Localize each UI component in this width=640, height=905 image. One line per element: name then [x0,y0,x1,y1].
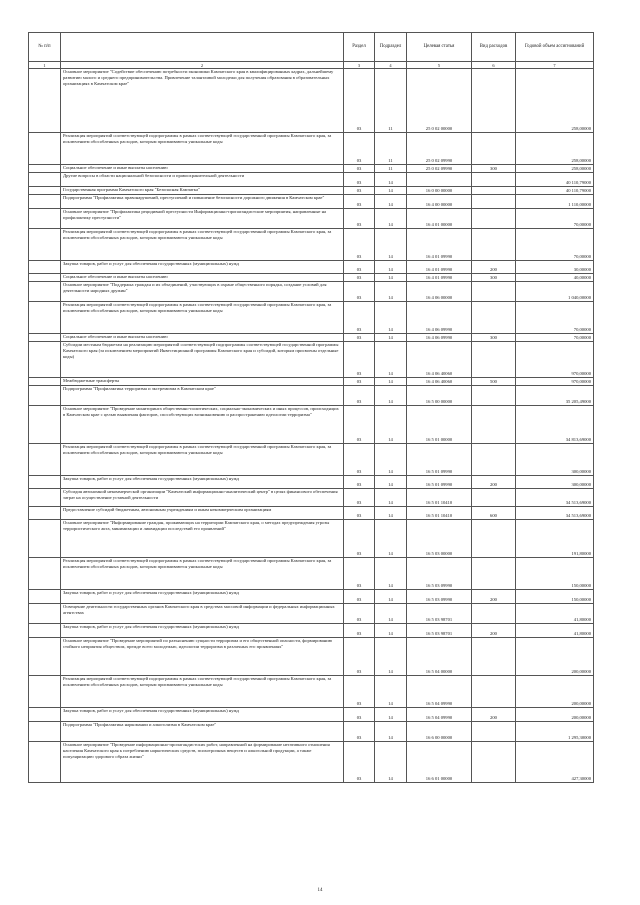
row-number-cell [29,195,61,209]
row-number-cell [29,378,61,386]
row-name-cell: Подпрограмма "Профилактика правонарушений, преступлений и повышение безопасности дорожного движения в Камчатском крае" [61,195,344,209]
row-subsection-cell: 14 [375,209,407,229]
row-number-cell [29,173,61,187]
row-name-cell: Реализация мероприятий соответствующей подпрограммы в рамках соответствующей государственной программы Камчатского края, за исключением обособленных расходов, которым присваиваются уникальные коды [61,558,344,590]
row-section-cell: 03 [344,520,375,558]
row-target-cell: 16 0 00 00000 [407,187,472,195]
row-name-cell: Межбюджетные трансферты [61,378,344,386]
row-section-cell: 03 [344,558,375,590]
row-target-cell: 16 4 00 00000 [407,195,472,209]
column-number: 7 [516,62,594,69]
row-target-cell: 16 4 06 00000 [407,282,472,302]
row-section-cell: 03 [344,489,375,507]
row-name-cell: Закупка товаров, работ и услуг для обеспечения государственных (муниципальных) нужд [61,624,344,638]
row-section-cell: 03 [344,274,375,282]
table-row [29,590,594,604]
row-number-cell [29,708,61,722]
row-kind-cell: 300 [472,165,516,173]
table-row [29,187,594,195]
table-row [29,334,594,342]
row-amount-cell: 258,00000 [516,133,594,165]
row-name-cell: Закупка товаров, работ и услуг для обеспечения государственных (муниципальных) нужд [61,476,344,489]
row-number-cell [29,444,61,476]
row-number-cell [29,624,61,638]
row-target-cell: 16 4 06 40060 [407,342,472,378]
column-number: 1 [29,62,61,69]
row-kind-cell [472,520,516,558]
header-cell-section: Раздел [344,33,375,62]
row-number-cell [29,342,61,378]
header-cell-subsection: Подраздел [375,33,407,62]
row-amount-cell: 34 813,69000 [516,406,594,444]
row-subsection-cell: 14 [375,604,407,624]
row-section-cell: 03 [344,209,375,229]
row-name-cell: Основное мероприятие "Проведение информационно-пропагандистских работ, направленной на формирование негативного отношения населения Камчатского края к потреблению наркотических средств, психотропных веществ и алкогольной продукции, а также популяризацию здорового образа жизни" [61,742,344,783]
header-cell-kind: Вид расходов [472,33,516,62]
row-target-cell: 25 0 02 09990 [407,133,472,165]
row-section-cell: 03 [344,476,375,489]
row-subsection-cell: 14 [375,195,407,209]
row-number-cell [29,676,61,708]
row-subsection-cell: 11 [375,69,407,133]
row-section-cell: 03 [344,590,375,604]
row-kind-cell [472,195,516,209]
table-row [29,165,594,173]
row-amount-cell: 70,00000 [516,209,594,229]
row-kind-cell [472,722,516,742]
row-target-cell: 16 5 03 09990 [407,590,472,604]
row-subsection-cell: 14 [375,624,407,638]
row-subsection-cell: 14 [375,742,407,783]
row-target-cell: 16 4 06 40060 [407,378,472,386]
row-amount-cell: 200,00000 [516,638,594,676]
row-amount-cell: 427,30000 [516,742,594,783]
row-kind-cell: 200 [472,708,516,722]
row-amount-cell: 1 110,00000 [516,195,594,209]
row-name-cell: Реализация мероприятий соответствующей подпрограммы в рамках соответствующей государственной программы Камчатского края, за исключением обособленных расходов, которым присваиваются уникальные коды [61,676,344,708]
row-number-cell [29,406,61,444]
table-row [29,444,594,476]
table-row [29,604,594,624]
row-target-cell: 16 5 04 09990 [407,676,472,708]
row-subsection-cell: 14 [375,444,407,476]
row-section-cell: 03 [344,708,375,722]
table-row [29,742,594,783]
row-target-cell: 16 5 03 98701 [407,604,472,624]
row-name-cell: Другие вопросы в области национальной безопасности и правоохранительной деятельности [61,173,344,187]
row-amount-cell: 970,00000 [516,342,594,378]
column-number: 2 [61,62,344,69]
row-amount-cell: 300,00000 [516,476,594,489]
row-subsection-cell: 11 [375,133,407,165]
row-subsection-cell: 14 [375,489,407,507]
row-target-cell: 16 5 01 09990 [407,444,472,476]
row-number-cell [29,590,61,604]
row-number-cell [29,386,61,406]
row-amount-cell: 34 513,69000 [516,507,594,520]
row-section-cell: 03 [344,165,375,173]
table-row [29,274,594,282]
table-row [29,302,594,334]
table-row [29,708,594,722]
table-row [29,261,594,274]
row-kind-cell: 200 [472,476,516,489]
row-kind-cell [472,302,516,334]
row-subsection-cell: 14 [375,378,407,386]
row-name-cell: Основное мероприятие "Профилактика рецидивной преступности Информационно-пропагандистские мероприятия, направленные на профилактику преступности" [61,209,344,229]
row-section-cell: 03 [344,229,375,261]
row-number-cell [29,558,61,590]
column-number: 3 [344,62,375,69]
row-name-cell: Освещение деятельности государственных органов Камчатского края в средствах массовой информации и федеральных информационных агентствах [61,604,344,624]
row-number-cell [29,274,61,282]
row-target-cell: 25 0 02 00000 [407,69,472,133]
page-number: 14 [317,888,323,893]
row-section-cell: 03 [344,604,375,624]
header-cell-number: № п/п [29,33,61,62]
row-number-cell [29,742,61,783]
row-number-cell [29,133,61,165]
row-name-cell: Подпрограмма "Профилактика терроризма и экстремизма в Камчатском крае" [61,386,344,406]
row-subsection-cell: 14 [375,261,407,274]
row-subsection-cell: 14 [375,282,407,302]
row-subsection-cell: 14 [375,187,407,195]
table-row [29,558,594,590]
row-amount-cell: 70,00000 [516,334,594,342]
row-section-cell: 03 [344,334,375,342]
row-number-cell [29,209,61,229]
row-number-cell [29,229,61,261]
row-kind-cell [472,209,516,229]
column-number: 4 [375,62,407,69]
row-kind-cell [472,444,516,476]
budget-table [28,32,594,783]
row-name-cell: Основное мероприятие "Содействие обеспечению потребности экономики Камчатского края в квалифицированных кадрах, дальнейшему развитию малого и среднего предпринимательства. Привлечение талантливой молодежи для получения образования в образовательных организациях в Камчатском крае" [61,69,344,133]
row-number-cell [29,334,61,342]
row-number-cell [29,604,61,624]
row-name-cell: Подпрограмма "Профилактика наркомании и алкоголизма в Камчатском крае" [61,722,344,742]
row-kind-cell [472,282,516,302]
row-name-cell: Социальное обеспечение и иные выплаты населению [61,274,344,282]
row-target-cell: 16 4 06 09990 [407,334,472,342]
row-target-cell: 16 4 01 09990 [407,261,472,274]
row-number-cell [29,476,61,489]
table-row [29,722,594,742]
row-target-cell: 16 5 04 00000 [407,638,472,676]
row-section-cell: 03 [344,282,375,302]
row-number-cell [29,638,61,676]
row-amount-cell: 1 040,00000 [516,282,594,302]
row-section-cell: 03 [344,386,375,406]
row-name-cell: Субсидии местным бюджетам на реализацию мероприятий соответствующей подпрограммы соответствующей государственной программы Камчатского края (за исключением мероприятий Инвестиционной программы Камчатского края и субсидий, которым присвоены отдельные коды) [61,342,344,378]
table-row [29,406,594,444]
row-subsection-cell: 14 [375,334,407,342]
row-kind-cell [472,742,516,783]
row-section-cell: 03 [344,195,375,209]
row-target-cell: 25 0 02 09990 [407,165,472,173]
row-amount-cell: 150,00000 [516,590,594,604]
table-row [29,195,594,209]
row-amount-cell: 970,00000 [516,378,594,386]
row-section-cell: 03 [344,638,375,676]
row-amount-cell: 150,00000 [516,558,594,590]
row-amount-cell: 40 110,79000 [516,187,594,195]
row-amount-cell: 30,00000 [516,261,594,274]
row-name-cell: Социальное обеспечение и иные выплаты населению [61,334,344,342]
row-number-cell [29,261,61,274]
row-kind-cell [472,604,516,624]
row-subsection-cell: 14 [375,342,407,378]
row-kind-cell: 200 [472,590,516,604]
row-target-cell: 16 5 03 00000 [407,520,472,558]
row-amount-cell: 258,00000 [516,165,594,173]
row-kind-cell: 200 [472,261,516,274]
table-row [29,378,594,386]
row-target-cell: 16 5 01 09990 [407,476,472,489]
row-section-cell: 03 [344,444,375,476]
row-subsection-cell: 14 [375,386,407,406]
table-row [29,282,594,302]
row-number-cell [29,520,61,558]
row-name-cell: Основное мероприятие "Поддержка граждан и их объединений, участвующих в охране общественного порядка, создание условий для деятельности народных дружин" [61,282,344,302]
row-subsection-cell: 14 [375,590,407,604]
row-amount-cell: 41,80000 [516,624,594,638]
row-kind-cell [472,69,516,133]
row-amount-cell: 34 513,69000 [516,489,594,507]
row-number-cell [29,302,61,334]
row-kind-cell [472,187,516,195]
table-row [29,342,594,378]
row-number-cell [29,722,61,742]
table-row [29,624,594,638]
row-kind-cell [472,342,516,378]
row-section-cell: 03 [344,742,375,783]
row-section-cell: 03 [344,722,375,742]
row-amount-cell: 40 110,79000 [516,173,594,187]
row-section-cell: 03 [344,624,375,638]
row-target-cell: 16 4 01 09990 [407,229,472,261]
row-section-cell: 03 [344,676,375,708]
row-section-cell: 03 [344,187,375,195]
row-kind-cell [472,406,516,444]
row-kind-cell [472,229,516,261]
row-subsection-cell: 14 [375,274,407,282]
row-amount-cell: 191,80000 [516,520,594,558]
table-body [29,69,594,783]
row-target-cell: 16 5 01 10410 [407,489,472,507]
row-name-cell: Основное мероприятие "Информирование граждан, проживающих на территории Камчатского края, о методах предупреждения угрозы террористического акта, минимизации и ликвидации последствий его проявлений" [61,520,344,558]
row-amount-cell: 70,00000 [516,302,594,334]
row-subsection-cell: 14 [375,229,407,261]
row-target-cell: 16 6 00 00000 [407,722,472,742]
row-subsection-cell: 14 [375,476,407,489]
row-kind-cell [472,489,516,507]
row-name-cell: Реализация мероприятий соответствующей подпрограммы в рамках соответствующей государственной программы Камчатского края, за исключением обособленных расходов, которым присваиваются уникальные коды [61,302,344,334]
table-row [29,676,594,708]
table-row [29,229,594,261]
row-subsection-cell: 14 [375,507,407,520]
row-subsection-cell: 14 [375,722,407,742]
row-number-cell [29,187,61,195]
row-amount-cell: 1 295,30000 [516,722,594,742]
header-cell-amount: Годовой объем ассигнований [516,33,594,62]
row-target-cell: 16 4 01 09990 [407,274,472,282]
row-number-cell [29,282,61,302]
row-subsection-cell: 14 [375,638,407,676]
row-kind-cell: 300 [472,274,516,282]
row-kind-cell [472,638,516,676]
row-amount-cell: 200,00000 [516,676,594,708]
header-cell-target: Целевая статья [407,33,472,62]
row-target-cell: 16 5 01 00000 [407,406,472,444]
row-section-cell: 03 [344,342,375,378]
row-kind-cell: 500 [472,378,516,386]
row-amount-cell: 41,80000 [516,604,594,624]
table-row [29,476,594,489]
row-name-cell: Закупка товаров, работ и услуг для обеспечения государственных (муниципальных) нужд [61,590,344,604]
row-target-cell: 16 5 04 09990 [407,708,472,722]
row-number-cell [29,507,61,520]
row-target-cell: 16 4 01 00000 [407,209,472,229]
table-row [29,507,594,520]
row-name-cell: Закупка товаров, работ и услуг для обеспечения государственных (муниципальных) нужд [61,261,344,274]
row-number-cell [29,69,61,133]
header-cell-name [61,33,344,62]
row-name-cell: Государственная программа Камчатского края "Безопасная Камчатка" [61,187,344,195]
table-row [29,133,594,165]
row-section-cell: 03 [344,378,375,386]
row-section-cell: 03 [344,302,375,334]
table-row [29,489,594,507]
row-subsection-cell: 14 [375,676,407,708]
row-name-cell: Основное мероприятие "Проведение мониторинга общественно-политических, социально-экономических и иных процессов, происходящих в Камчатском крае с целью выявления факторов, способствующих возникновению и распространению идеологии терроризма" [61,406,344,444]
row-subsection-cell: 14 [375,520,407,558]
row-section-cell: 03 [344,507,375,520]
row-section-cell: 03 [344,69,375,133]
row-amount-cell: 40,00000 [516,274,594,282]
row-target-cell: 16 5 00 00000 [407,386,472,406]
row-name-cell: Основное мероприятие "Проведение мероприятий по разъяснению сущности терроризма и его общественной опасности, формированию стойкого неприятия обществом, прежде всего молодежью, идеологии терроризма в различных его проявлениях" [61,638,344,676]
row-section-cell: 03 [344,173,375,187]
row-section-cell: 03 [344,406,375,444]
row-amount-cell: 35 205,49000 [516,386,594,406]
row-target-cell: 16 5 03 09990 [407,558,472,590]
row-section-cell: 03 [344,261,375,274]
row-amount-cell: 300,00000 [516,444,594,476]
row-subsection-cell: 14 [375,173,407,187]
table-row [29,386,594,406]
row-name-cell: Субсидия автономной некоммерческой организации "Камчатский информационно-аналитический центр" в целях финансового обеспечения затрат на осуществление уставной деятельности [61,489,344,507]
row-target-cell: 16 6 01 00000 [407,742,472,783]
row-subsection-cell: 14 [375,406,407,444]
table-row [29,638,594,676]
table-row [29,520,594,558]
column-number: 5 [407,62,472,69]
row-name-cell: Реализация мероприятий соответствующей подпрограммы в рамках соответствующей государственной программы Камчатского края, за исключением обособленных расходов, которым присваиваются уникальные коды [61,133,344,165]
row-name-cell: Реализация мероприятий соответствующей подпрограммы в рамках соответствующей государственной программы Камчатского края, за исключением обособленных расходов, которым присваиваются уникальные коды [61,444,344,476]
row-amount-cell: 258,00000 [516,69,594,133]
column-number: 6 [472,62,516,69]
table-row [29,69,594,133]
row-number-cell [29,489,61,507]
row-number-cell [29,165,61,173]
table-row [29,209,594,229]
row-target-cell: 16 5 03 98701 [407,624,472,638]
row-target-cell [407,173,472,187]
row-kind-cell [472,173,516,187]
row-kind-cell [472,676,516,708]
row-amount-cell: 70,00000 [516,229,594,261]
column-number-row [29,62,594,69]
budget-page [28,32,593,783]
row-kind-cell: 300 [472,334,516,342]
row-amount-cell: 200,00000 [516,708,594,722]
header-row [29,33,594,62]
row-kind-cell [472,386,516,406]
row-subsection-cell: 14 [375,708,407,722]
row-target-cell: 16 5 01 10410 [407,507,472,520]
row-kind-cell: 200 [472,624,516,638]
row-kind-cell: 600 [472,507,516,520]
table-row [29,173,594,187]
row-kind-cell [472,133,516,165]
row-name-cell: Закупка товаров, работ и услуг для обеспечения государственных (муниципальных) нужд [61,708,344,722]
row-target-cell: 16 4 06 09990 [407,302,472,334]
row-name-cell: Предоставление субсидий бюджетным, автономным учреждениям и иным некоммерческим организациям [61,507,344,520]
row-subsection-cell: 11 [375,165,407,173]
row-name-cell: Реализация мероприятий соответствующей подпрограммы в рамках соответствующей государственной программы Камчатского края, за исключением обособленных расходов, которым присваиваются уникальные коды [61,229,344,261]
row-name-cell: Социальное обеспечение и иные выплаты населению [61,165,344,173]
row-section-cell: 03 [344,133,375,165]
row-subsection-cell: 14 [375,558,407,590]
row-kind-cell [472,558,516,590]
row-subsection-cell: 14 [375,302,407,334]
